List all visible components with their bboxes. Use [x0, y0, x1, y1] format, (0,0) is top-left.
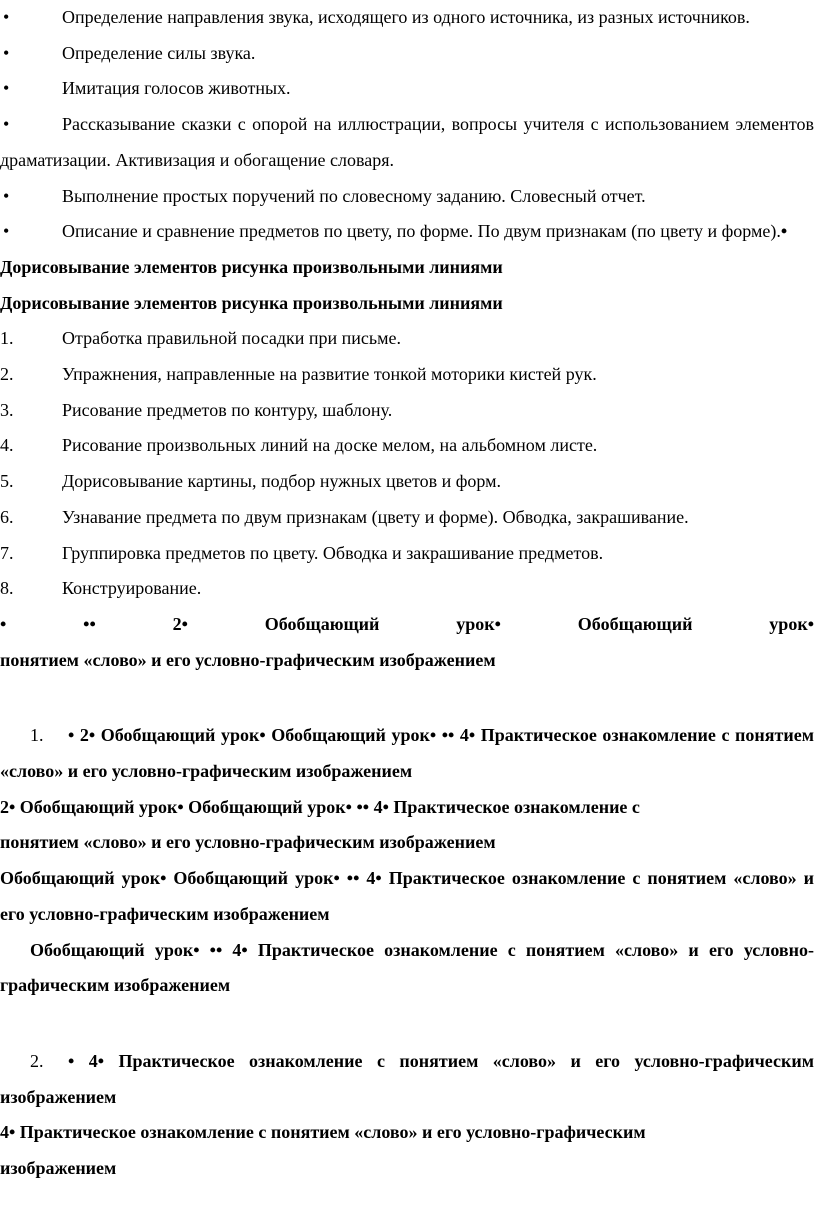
bold-paragraph: Обобщающий урок• Обобщающий урок• •• 4• Практическое ознакомление с понятием «слово» и его условно-графическим изображением: [0, 868, 814, 924]
bullet-item: [0, 36, 814, 72]
bullet-text: Определение силы звука.: [62, 42, 256, 63]
list-number: 8.: [0, 578, 14, 599]
numbered-bold-item: [0, 718, 814, 789]
bullet-text: Рассказывание сказки с опорой на иллюстрации, вопросы учителя с использованием элементов драматизации. Активизация и обогащение словаря.: [0, 114, 814, 170]
list-number: 1.: [0, 328, 14, 349]
bullet-text: Имитация голосов животных.: [62, 78, 291, 99]
list-number: 5.: [0, 471, 14, 492]
bold-paragraph: изображением: [0, 1158, 117, 1179]
list-text: Конструирование.: [62, 578, 202, 599]
bullet-item: [0, 214, 814, 285]
list-number: 6.: [0, 506, 14, 527]
list-item: [0, 357, 814, 393]
list-text: Рисование предметов по контуру, шаблону.: [62, 399, 393, 420]
bullet-item: [0, 179, 814, 215]
list-number: 2.: [0, 364, 14, 385]
bullet-icon: •: [3, 7, 10, 27]
list-item: [0, 500, 814, 536]
bold-paragraph: 4• Практическое ознакомление с понятием «слово» и его условно-графическим: [0, 1122, 646, 1143]
list-text: Упражнения, направленные на развитие тонкой моторики кистей рук.: [62, 364, 597, 385]
list-number: 4.: [0, 435, 14, 456]
bullet-item: [0, 71, 814, 107]
list-item: [0, 464, 814, 500]
bullet-icon: •: [3, 78, 10, 99]
item-indent: [0, 725, 30, 745]
list-text: Рисование произвольных линий на доске мелом, на альбомном листе.: [62, 435, 598, 456]
bullet-item: [0, 0, 814, 36]
bold-paragraph: Обобщающий урок• •• 4• Практическое ознакомление с понятием «слово» и его условно-графическим изображением: [0, 939, 814, 996]
list-number: 1.: [30, 725, 44, 746]
bold-paragraph: 2• Обобщающий урок• Обобщающий урок• •• 4• Практическое ознакомление с: [0, 796, 640, 817]
list-text: Узнавание предмета по двум признакам (цвету и форме). Обводка, закрашивание.: [62, 506, 689, 527]
bullet-text: Описание и сравнение предметов по цвету, по форме. По двум признакам (по цвету и форме).: [62, 221, 781, 242]
bullet-icon: •: [3, 114, 10, 135]
bold-paragraph: понятием «слово» и его условно-графическим изображением: [0, 832, 496, 853]
numbered-list: [0, 321, 814, 607]
bold-line: понятием «слово» и его условно-графическим изображением: [0, 649, 496, 670]
section-heading: Дорисовывание элементов рисунка произвольными линиями: [0, 292, 503, 313]
list-text: Дорисовывание картины, подбор нужных цветов и форм.: [62, 471, 501, 492]
bullet-text: Определение направления звука, исходящего из одного источника, из разных источников.: [62, 7, 750, 27]
spacer: [0, 1004, 814, 1044]
list-number: 3.: [0, 399, 14, 420]
bullet-icon: •: [3, 185, 10, 206]
list-text: Отработка правильной посадки при письме.: [62, 328, 401, 349]
list-number: 2.: [30, 1050, 44, 1071]
bullet-icon: •: [3, 221, 10, 242]
bullet-icon: •: [3, 42, 10, 63]
bullet-item: [0, 107, 814, 178]
list-item: [0, 393, 814, 429]
bullet-text: Выполнение простых поручений по словесному заданию. Словесный отчет.: [62, 185, 646, 206]
item-text: • 2• Обобщающий урок• Обобщающий урок• •• 4• Практическое ознакомление с понятием «слово» и его условно-графическим изображением: [0, 725, 814, 782]
item-indent: [0, 1051, 30, 1071]
item-text: • 4• Практическое ознакомление с понятием «слово» и его условно-графическим изображением: [0, 1050, 814, 1107]
list-text: Группировка предметов по цвету. Обводка и закрашивание предметов.: [62, 542, 604, 563]
list-item: [0, 536, 814, 572]
inline-bold-heading: • Дорисовывание элементов рисунка произвольными линиями: [0, 221, 788, 277]
list-item: [0, 571, 814, 607]
list-item: [0, 428, 814, 464]
bold-line: • •• 2• Обобщающий урок• Обобщающий урок•: [0, 613, 814, 634]
spacer: [0, 678, 814, 718]
numbered-bold-item: [0, 1044, 814, 1115]
list-number: 7.: [0, 542, 14, 563]
list-item: [0, 321, 814, 357]
